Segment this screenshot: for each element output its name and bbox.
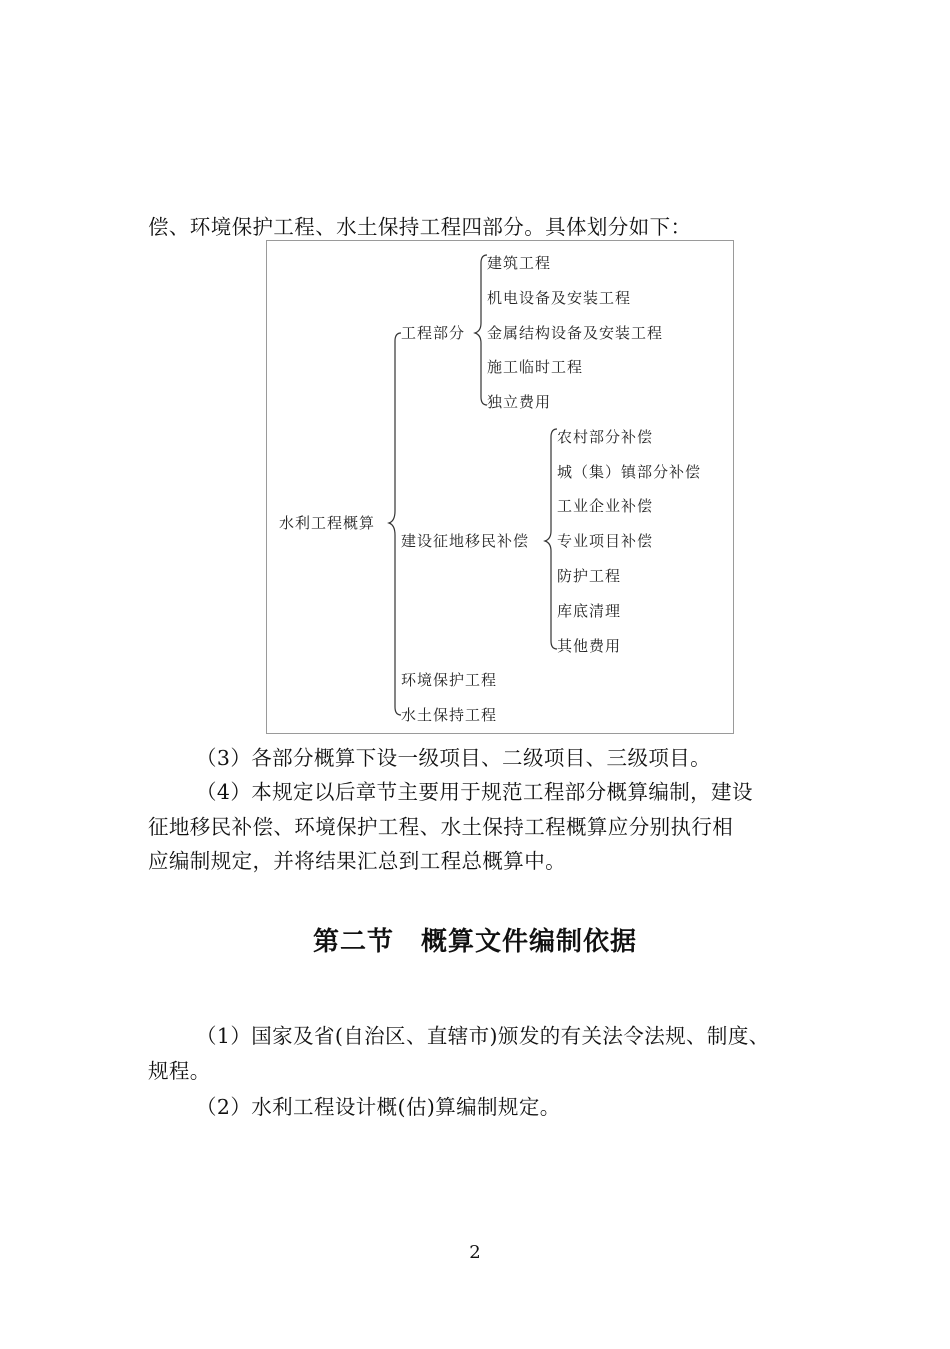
leaf-node: 库底清理 [557,602,622,620]
leaf-node: 工业企业补偿 [557,497,654,515]
paragraph-3: （3）各部分概算下设一级项目、二级项目、三级项目。 [196,746,712,770]
basis-2: （2）水利工程设计概(估)算编制规定。 [196,1095,561,1119]
leaf-node: 施工临时工程 [487,358,584,376]
basis-1-line-1: （1）国家及省(自治区、直辖市)颁发的有关法令法规、制度、 [196,1024,770,1048]
root-node: 水利工程概算 [279,514,376,532]
leaf-node: 机电设备及安装工程 [487,289,632,307]
leaf-node: 农村部分补偿 [557,428,654,446]
leaf-node: 专业项目补偿 [557,532,654,550]
paragraph-4-line-1: （4）本规定以后章节主要用于规范工程部分概算编制，建设 [196,780,753,804]
leaf-node: 其他费用 [557,637,622,655]
page-number: 2 [469,1242,481,1263]
branch-environment: 环境保护工程 [401,671,498,689]
brace-lines [267,241,733,733]
paragraph-4-line-2: 征地移民补偿、环境保护工程、水土保持工程概算应分别执行相 [148,815,734,839]
continued-text-line: 偿、环境保护工程、水土保持工程四部分。具体划分如下： [148,215,692,239]
leaf-node: 金属结构设备及安装工程 [487,324,664,342]
leaf-node: 城（集）镇部分补偿 [557,463,702,481]
branch-soil-water: 水土保持工程 [401,706,498,724]
paragraph-4-line-3: 应编制规定，并将结果汇总到工程总概算中。 [148,849,566,873]
budget-breakdown-diagram [266,240,734,734]
leaf-node: 建筑工程 [487,254,552,272]
section-heading: 第二节 概算文件编制依据 [312,927,637,957]
leaf-node: 独立费用 [487,393,552,411]
branch-engineering: 工程部分 [401,324,466,342]
leaf-node: 防护工程 [557,567,622,585]
basis-1-line-2: 规程。 [148,1059,211,1083]
branch-land-resettlement: 建设征地移民补偿 [401,532,530,550]
